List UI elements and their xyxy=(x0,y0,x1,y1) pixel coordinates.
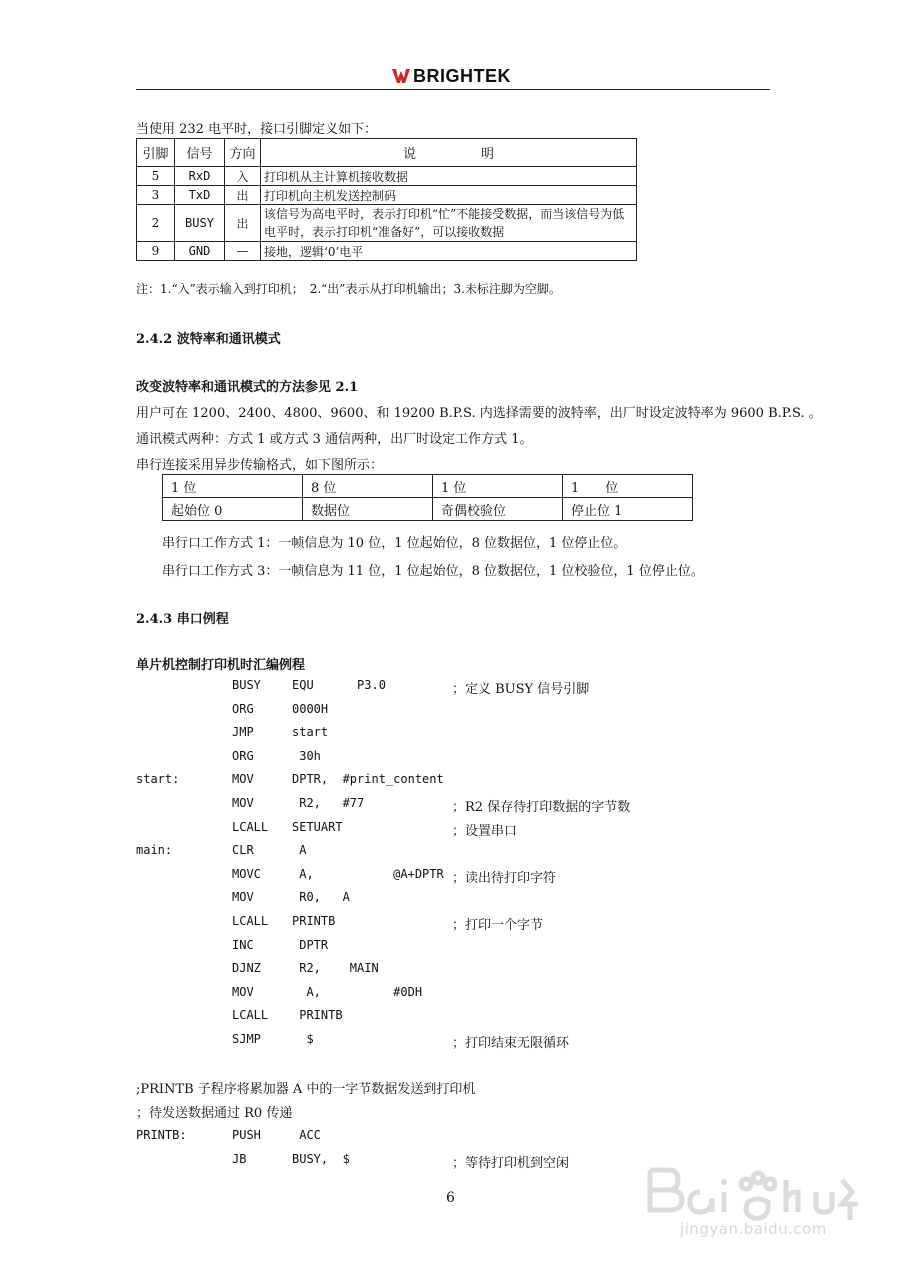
code-operands: A, #0DH xyxy=(292,984,423,999)
frame-format-table xyxy=(162,474,693,521)
brand-logo xyxy=(392,66,511,86)
code-opcode: SJMP xyxy=(232,1032,261,1046)
code-comment: ；设置串口 xyxy=(452,823,518,839)
code-opcode: CLR xyxy=(232,843,254,858)
cell-description: 打印机向主机发送控制码 xyxy=(261,186,637,205)
table-row xyxy=(137,205,637,242)
cell-direction: 出 xyxy=(225,186,261,205)
code-operands: PRINTB xyxy=(292,914,336,928)
code-opcode: LCALL xyxy=(232,819,269,834)
code-comment: ；打印一个字节 xyxy=(452,918,544,933)
code-opcode: ORG xyxy=(232,748,254,763)
code-operands: 30h xyxy=(292,748,321,763)
code-comment: ；打印结束无限循环 xyxy=(452,1036,570,1051)
col-description: 说 明 xyxy=(261,139,637,167)
code-operands: A, @A+DPTR xyxy=(292,866,444,881)
cell-pin: 2 xyxy=(137,205,175,242)
code-opcode: ORG xyxy=(232,701,254,716)
brightek-logo-icon xyxy=(392,68,410,84)
table-note: 注：1.“入”表示输入到打印机； 2.“出”表示从打印机输出；3.未标注脚为空脚。 xyxy=(136,282,561,296)
cell-pin: 5 xyxy=(137,167,175,186)
table-row xyxy=(163,475,693,498)
code-operands: $ xyxy=(292,1032,314,1046)
watermark-url: jingyan.baidu.com xyxy=(680,1220,827,1238)
paragraph-baud: 用户可在 1200、2400、4800、9600、和 19200 B.P.S. 内选择需要的波特率，出厂时设定波特率为 9600 B.P.S. 。 xyxy=(136,406,822,421)
code-operands: PRINTB xyxy=(292,1008,343,1023)
code-opcode: PUSH xyxy=(232,1128,261,1142)
table-row xyxy=(137,167,637,186)
printb-note-2: ；待发送数据通过 R0 传递 xyxy=(136,1106,293,1121)
cell-signal: BUSY xyxy=(175,205,225,242)
cell-description: 接地，逻辑‘0’电平 xyxy=(261,242,637,261)
code-comment: ；等待打印机到空闲 xyxy=(452,1156,570,1171)
code-opcode: LCALL xyxy=(232,1008,269,1023)
code-opcode: MOV xyxy=(232,984,254,999)
subheading-asm: 单片机控制打印机时汇编例程 xyxy=(136,658,306,673)
cell-bits: 8 位 xyxy=(303,475,433,498)
cell-field: 数据位 xyxy=(303,498,433,521)
cell-signal: RxD xyxy=(175,167,225,186)
header-rule xyxy=(136,89,770,90)
code-label: main: xyxy=(136,843,173,858)
cell-description: 打印机从主计算机接收数据 xyxy=(261,167,637,186)
code-opcode: JB xyxy=(232,1152,247,1166)
section-heading-242: 2.4.2 波特率和通讯模式 xyxy=(136,332,281,347)
cell-field: 停止位 1 xyxy=(563,498,693,521)
code-opcode: MOV xyxy=(232,890,254,905)
code-opcode: INC xyxy=(232,937,254,952)
printb-note-1: ;PRINTB 子程序将累加器 A 中的一字节数据发送到打印机 xyxy=(136,1082,476,1097)
code-operands: ACC xyxy=(292,1128,321,1142)
pin-table-header xyxy=(137,139,637,167)
code-opcode: BUSY xyxy=(232,678,261,692)
cell-description: 该信号为高电平时，表示打印机“忙”不能接受数据，而当该信号为低电平时，表示打印机“准备好”，可以接收数据 xyxy=(261,205,637,242)
code-operands: EQU P3.0 xyxy=(292,678,386,692)
code-label: start: xyxy=(136,772,180,787)
col-pin: 引脚 xyxy=(137,139,175,167)
code-operands: R0, A xyxy=(292,890,350,905)
page-number: 6 xyxy=(446,1190,455,1206)
intro-text: 当使用 232 电平时，接口引脚定义如下： xyxy=(136,122,378,137)
col-signal: 信号 xyxy=(175,139,225,167)
code-operands: A xyxy=(292,843,307,858)
cell-signal: GND xyxy=(175,242,225,261)
code-opcode: JMP xyxy=(232,725,254,740)
col-direction: 方向 xyxy=(225,139,261,167)
pin-table xyxy=(136,138,637,261)
code-operands: start xyxy=(292,725,329,740)
code-operands: R2, MAIN xyxy=(292,961,379,976)
mode3-text: 串行口工作方式 3：一帧信息为 11 位，1 位起始位，8 位数据位，1 位校验位，1 位停止位。 xyxy=(162,564,704,579)
paragraph-serial: 串行连接采用异步传输格式，如下图所示： xyxy=(136,458,384,473)
cell-direction: 入 xyxy=(225,167,261,186)
code-comment: ；R2 保存待打印数据的字节数 xyxy=(452,800,631,815)
code-opcode: LCALL xyxy=(232,914,269,928)
cell-bits: 1 位 xyxy=(433,475,563,498)
code-opcode: MOV xyxy=(232,772,254,787)
code-opcode: MOVC xyxy=(232,866,261,881)
cell-direction: — xyxy=(225,242,261,261)
cell-pin: 3 xyxy=(137,186,175,205)
cell-field: 起始位 0 xyxy=(163,498,303,521)
code-operands: DPTR, #print_content xyxy=(292,772,444,787)
code-operands: DPTR xyxy=(292,937,329,952)
cell-pin: 9 xyxy=(137,242,175,261)
code-label: PRINTB: xyxy=(136,1128,187,1142)
code-comment: ；读出待打印字符 xyxy=(452,870,557,886)
table-row xyxy=(163,498,693,521)
section-heading-243: 2.4.3 串口例程 xyxy=(136,612,229,627)
mode1-text: 串行口工作方式 1：一帧信息为 10 位，1 位起始位，8 位数据位，1 位停止位。 xyxy=(162,536,627,551)
code-operands: BUSY, $ xyxy=(292,1152,350,1166)
code-operands: R2, #77 xyxy=(292,796,365,810)
subheading-change-baud: 改变波特率和通讯模式的方法参见 2.1 xyxy=(136,380,359,395)
code-comment: ；定义 BUSY 信号引脚 xyxy=(452,682,590,697)
paragraph-mode: 通讯模式两种：方式 1 或方式 3 通信两种，出厂时设定工作方式 1。 xyxy=(136,432,533,447)
cell-bits: 1 位 xyxy=(563,475,693,498)
code-opcode: DJNZ xyxy=(232,961,261,976)
table-row xyxy=(137,242,637,261)
cell-field: 奇偶校验位 xyxy=(433,498,563,521)
code-operands: SETUART xyxy=(292,819,343,834)
table-row xyxy=(137,186,637,205)
cell-bits: 1 位 xyxy=(163,475,303,498)
brand-name: BRIGHTEK xyxy=(413,65,511,86)
code-opcode: MOV xyxy=(232,796,254,810)
cell-direction: 出 xyxy=(225,205,261,242)
code-operands: 0000H xyxy=(292,701,329,716)
cell-signal: TxD xyxy=(175,186,225,205)
